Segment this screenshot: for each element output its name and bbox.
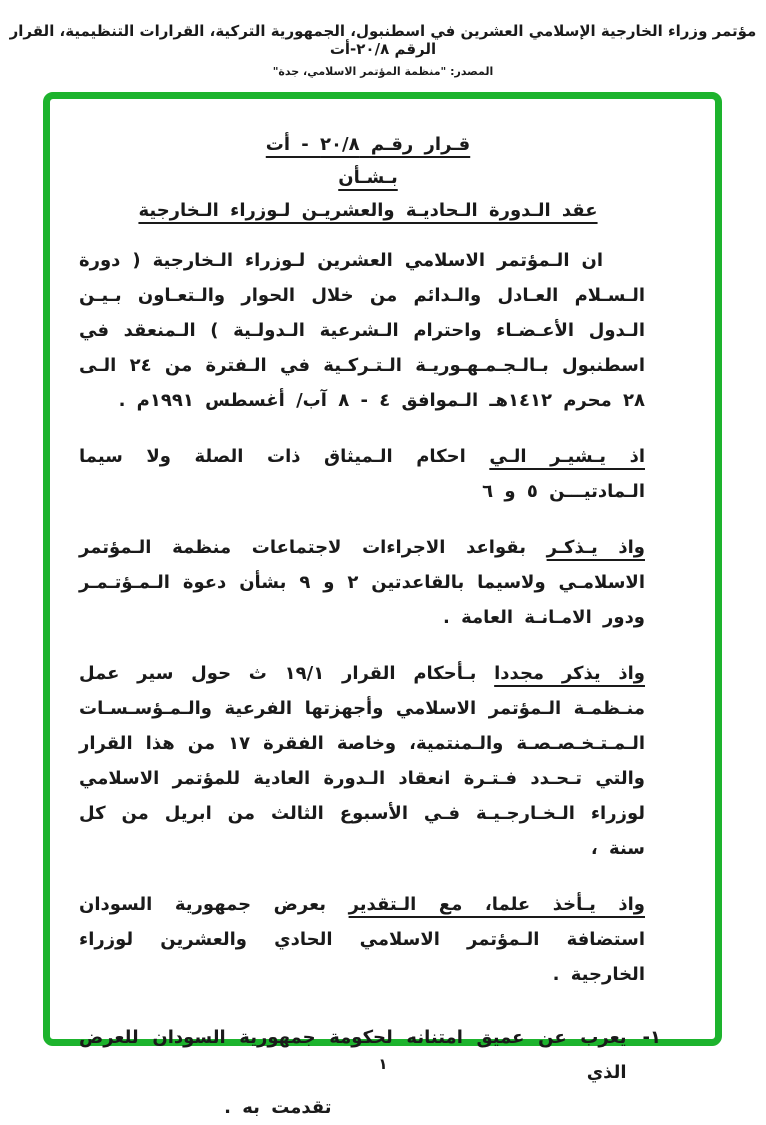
item-number: ١- xyxy=(642,1027,661,1048)
item-line-2: تقدمت به . xyxy=(224,1097,332,1118)
resolution-number-title: قـرار رقـم ٢٠/٨ - أت xyxy=(265,134,471,155)
item-line-1: يعرب عن عميق امتنانه لحكومة جمهورية السودان للعرض الذي xyxy=(79,1027,627,1083)
paragraph-text: احكام الـميثاق ذات الصلة ولا سيما الـمادتيـــن ٥ و ٦ xyxy=(79,446,645,502)
session-subject-title: عقد الـدورة الـحاديـة والعشريـن لـوزراء الـخارجية xyxy=(138,200,598,221)
paragraph-text: بقواعد الاجراءات لاجتماعات منظمة الـمؤتمر الاسلامـي ولاسيما بالقاعدتين ٢ و ٩ بشأن دعوة الـمـؤتـمـر ودور الامـانـة العامة . xyxy=(79,537,645,628)
header-title: مؤتمر وزراء الخارجية الإسلامي العشرين في اسطنبول، الجمهورية التركية، القرارات التنظيمية، القرار الرقم ٢٠/٨-أت xyxy=(9,22,757,58)
regarding-title: بـشـأن xyxy=(338,167,398,188)
paragraph-lead-underlined: واذ يـذكـر xyxy=(546,537,645,558)
paragraph-taking-note xyxy=(75,887,661,992)
paragraph-recalling-charter xyxy=(75,439,661,509)
document-header xyxy=(0,22,766,78)
paragraph-text: ان الـمؤتمر الاسلامي العشرين لـوزراء الـخارجية ( دورة الـسـلام العـادل والـدائم من خلال الحوار والـتعـاون بـيـن الـدول الأعـضـاء واحترام الـشرعية الـدولـية ) الـمنعقد في اسطنبول بـالـجـمـهـوريـة الـتـركـية في الـفترة من ٢٤ الـى ٢٨ محرم ١٤١٢هـ الـموافق ٤ - ٨ آب/ أغسطس ١٩٩١م . xyxy=(79,250,646,411)
paragraph-lead-underlined: اذ يـشيـر الـي xyxy=(489,446,645,467)
document-body xyxy=(75,128,661,1125)
paragraph-preamble xyxy=(75,243,661,418)
header-source: المصدر: "منظمة المؤتمر الاسلامي، جدة" xyxy=(272,65,494,78)
paragraph-lead-underlined: واذ يـأخذ علما، مع الـتقدير xyxy=(348,894,645,915)
paragraph-recalling-resolution xyxy=(75,656,661,866)
document-title-block xyxy=(75,128,661,227)
page-number: ١ xyxy=(378,1055,388,1073)
paragraph-rules-of-procedure xyxy=(75,530,661,635)
paragraph-text: بـأحكام القرار ١٩/١ ث حول سير عمل منـظمـة الـمؤتمر الاسلامي وأجهزتها الفرعية والـمـؤسـسـات الـمـتـخـصـصـة والـمنتمية، وخاصة الفقرة ١٧ من هذا القرار والتي تـحـدد فـتـرة انعقاد الـدورة العادية للمؤتمر الاسلامي لوزراء الـخـارجـيـة فـي الأسبوع الثالث من ابريل من كل سنة ، xyxy=(79,663,646,859)
paragraph-text: بعرض جمهورية السودان استضافة الـمؤتمر الاسلامي الحادي والعشرين لوزراء الخارجية . xyxy=(79,894,645,985)
paragraph-lead-underlined: واذ يذكر مجددا xyxy=(494,663,645,684)
